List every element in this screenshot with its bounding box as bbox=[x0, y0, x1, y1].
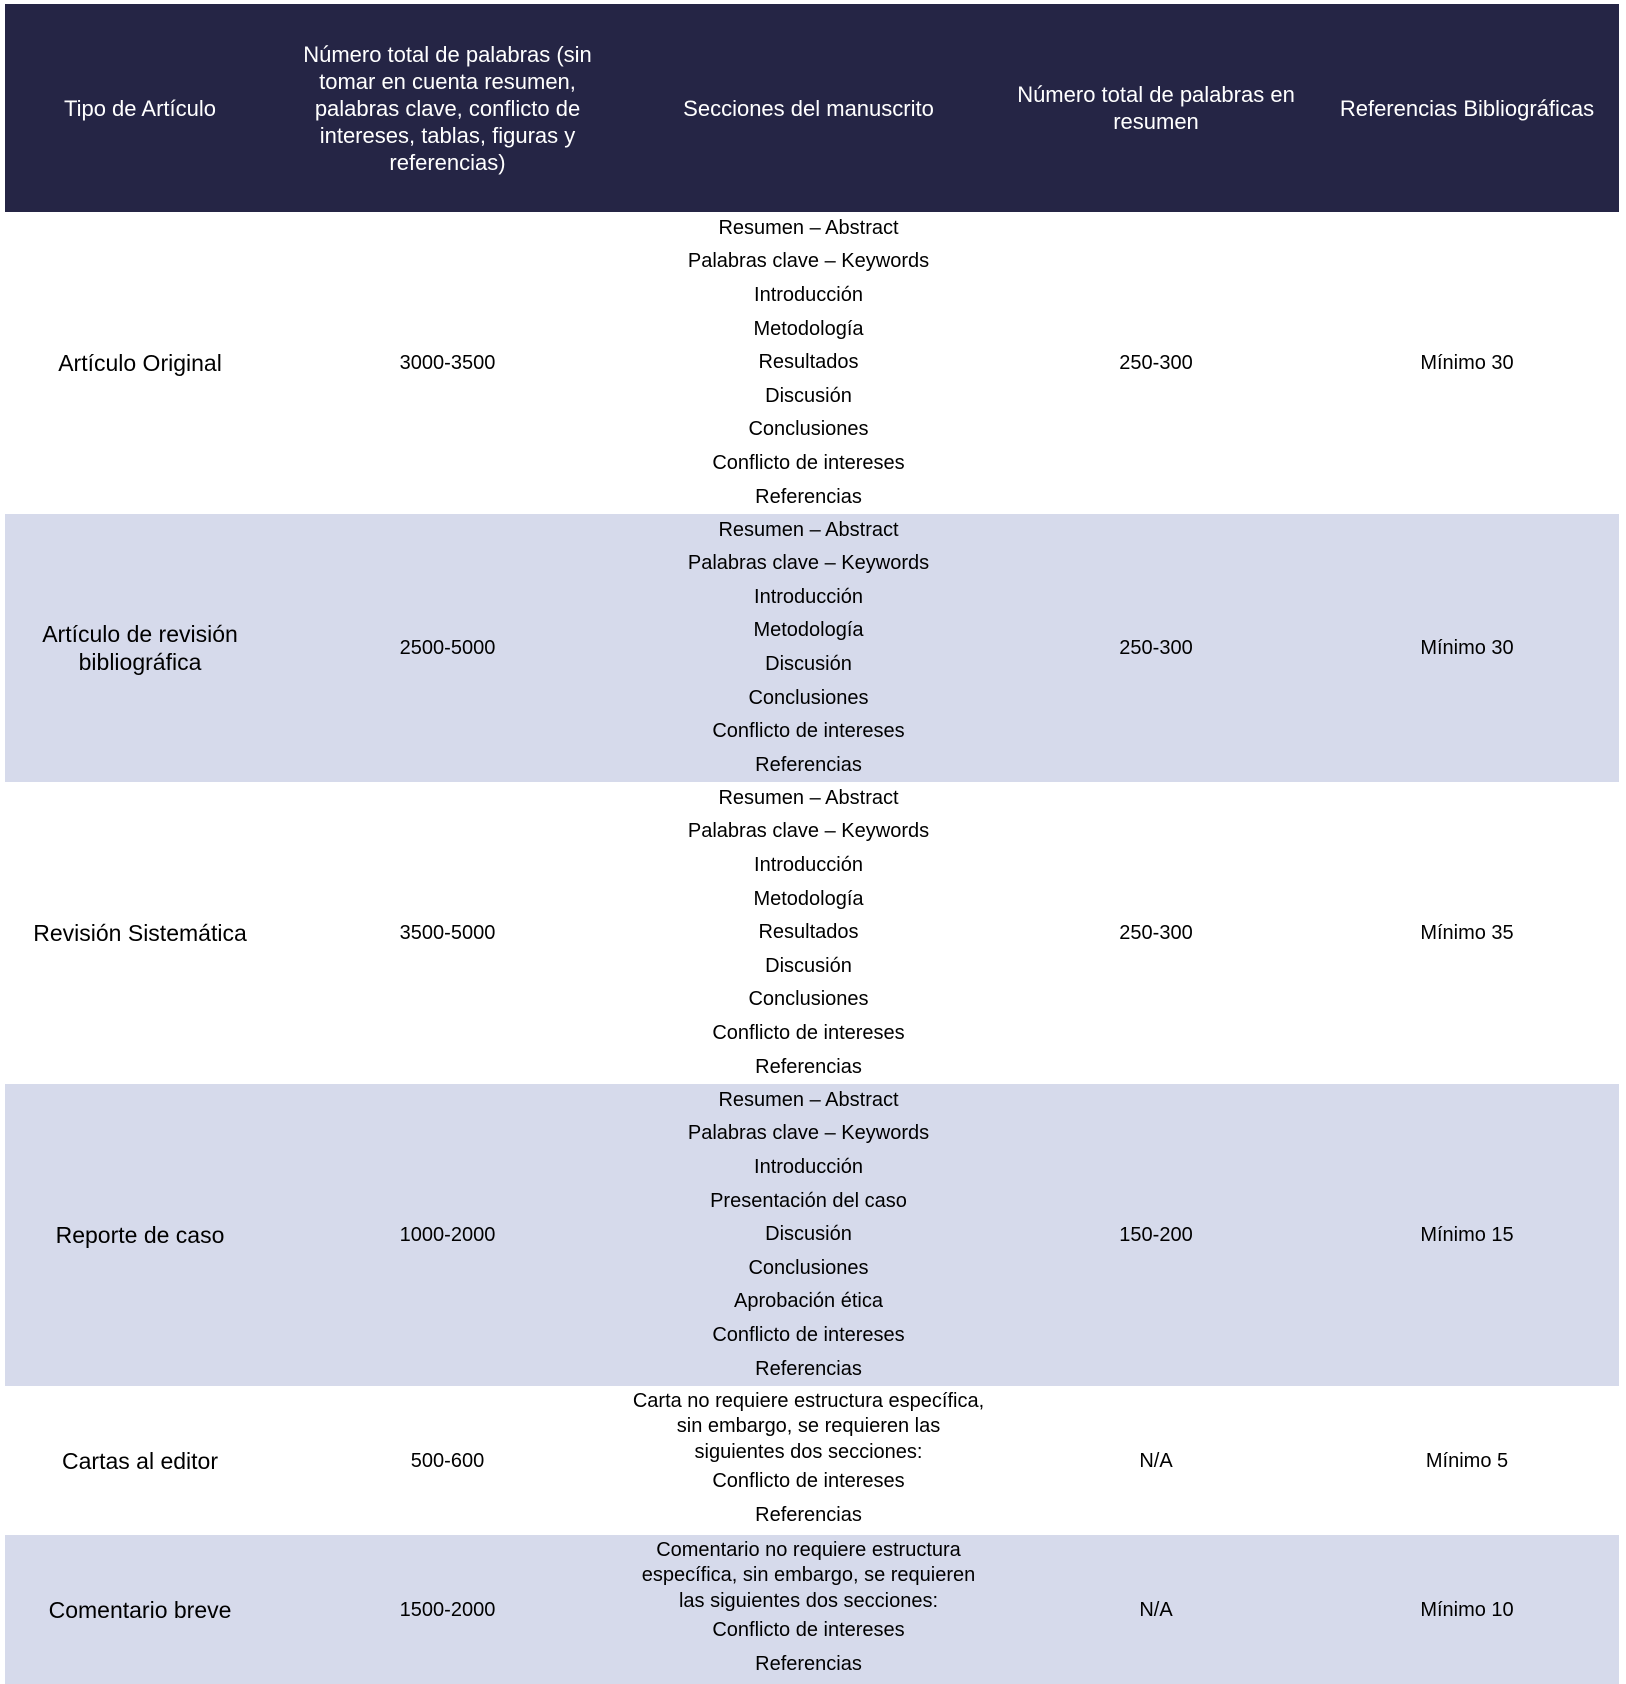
section-item: Conflicto de intereses bbox=[712, 720, 905, 743]
table-row-revision-bibliografica bbox=[5, 514, 1619, 782]
section-item: Resumen – Abstract bbox=[718, 518, 899, 541]
section-item: Palabras clave – Keywords bbox=[687, 552, 930, 575]
row-abstract-count: N/A bbox=[1139, 1598, 1173, 1621]
row-sections bbox=[620, 1386, 997, 1535]
row-type: Artículo de revisión bibliográfica bbox=[42, 621, 238, 675]
header-tipo: Tipo de Artículo bbox=[63, 95, 217, 121]
section-item: Resumen – Abstract bbox=[718, 786, 899, 809]
row-word-count: 3500-5000 bbox=[399, 922, 496, 944]
row-abstract-count: 150-200 bbox=[1119, 1224, 1193, 1246]
row-sections bbox=[620, 1535, 997, 1684]
row-references: Mínimo 30 bbox=[1420, 637, 1514, 659]
section-item: Introducción bbox=[754, 585, 863, 608]
row-word-count: 3000-3500 bbox=[399, 352, 496, 374]
row-type: Comentario breve bbox=[48, 1596, 232, 1623]
header-resumen: Número total de palabras en resumen bbox=[1017, 82, 1295, 134]
section-item: Metodología bbox=[753, 317, 864, 340]
sections-note: Carta no requiere estructura específica, sin embargo, se requieren las siguientes dos secciones: bbox=[632, 1389, 985, 1463]
row-word-count: 500-600 bbox=[410, 1449, 485, 1472]
header-secciones: Secciones del manuscrito bbox=[683, 95, 934, 121]
section-item: Introducción bbox=[754, 854, 863, 877]
section-item: Resumen – Abstract bbox=[718, 1088, 899, 1111]
row-abstract-count: 250-300 bbox=[1119, 637, 1193, 659]
header-palabras: Número total de palabras (sin tomar en cuenta resumen, palabras clave, conflicto de intereses, tablas, figuras y referencias) bbox=[303, 41, 592, 175]
row-word-count: 1000-2000 bbox=[399, 1224, 496, 1246]
row-sections bbox=[620, 782, 997, 1084]
row-abstract-count: 250-300 bbox=[1119, 352, 1193, 374]
section-item: Discusión bbox=[765, 653, 852, 675]
section-item: Discusión bbox=[765, 384, 852, 407]
section-item: Referencias bbox=[755, 1055, 862, 1078]
row-references: Mínimo 5 bbox=[1425, 1449, 1509, 1472]
row-abstract-count: 250-300 bbox=[1119, 922, 1193, 944]
row-references: Mínimo 10 bbox=[1420, 1598, 1514, 1621]
row-references: Mínimo 15 bbox=[1420, 1224, 1514, 1246]
section-item: Conflicto de intereses bbox=[712, 1323, 905, 1346]
section-item: Palabras clave – Keywords bbox=[687, 1122, 930, 1145]
table-header bbox=[5, 4, 1619, 212]
section-item: Discusión bbox=[765, 1223, 852, 1246]
section-item: Referencias bbox=[755, 1652, 862, 1675]
section-item: Referencias bbox=[755, 485, 862, 508]
row-sections bbox=[620, 212, 997, 514]
section-item: Conclusiones bbox=[748, 988, 869, 1011]
table-row-comentario-breve bbox=[5, 1535, 1619, 1684]
section-item: Conflicto de intereses bbox=[712, 1021, 905, 1044]
header-referencias: Referencias Bibliográficas bbox=[1339, 95, 1595, 121]
section-item: Conflicto de intereses bbox=[712, 451, 905, 474]
row-sections bbox=[620, 1084, 997, 1386]
row-type: Revisión Sistemática bbox=[33, 920, 247, 946]
section-item: Metodología bbox=[753, 887, 864, 910]
section-item: Conclusiones bbox=[748, 1256, 869, 1279]
section-item: Introducción bbox=[754, 284, 863, 307]
row-sections bbox=[620, 514, 997, 782]
row-word-count: 2500-5000 bbox=[399, 637, 496, 659]
section-item: Conclusiones bbox=[748, 418, 869, 441]
table-row-revision-sistematica bbox=[5, 782, 1619, 1084]
section-item: Presentación del caso bbox=[710, 1189, 907, 1212]
row-type: Cartas al editor bbox=[62, 1447, 218, 1474]
section-item: Conclusiones bbox=[748, 686, 869, 709]
section-item: Resultados bbox=[758, 351, 859, 374]
section-item: Resultados bbox=[758, 921, 859, 944]
section-item: Palabras clave – Keywords bbox=[687, 820, 930, 843]
section-item: Palabras clave – Keywords bbox=[687, 250, 930, 273]
row-abstract-count: N/A bbox=[1139, 1449, 1173, 1472]
table-row-reporte-de-caso bbox=[5, 1084, 1619, 1386]
section-item: Discusión bbox=[765, 954, 852, 977]
section-item: Introducción bbox=[754, 1156, 863, 1179]
row-word-count: 1500-2000 bbox=[399, 1598, 496, 1621]
section-item: Resumen – Abstract bbox=[718, 216, 899, 239]
row-references: Mínimo 30 bbox=[1420, 352, 1514, 374]
table-row-articulo-original bbox=[5, 212, 1619, 514]
row-type: Artículo Original bbox=[58, 350, 222, 376]
row-type: Reporte de caso bbox=[55, 1222, 225, 1248]
section-item: Referencias bbox=[755, 1503, 862, 1526]
section-item: Metodología bbox=[753, 619, 864, 642]
manuscript-requirements-table bbox=[5, 4, 1619, 1684]
section-item: Conflicto de intereses bbox=[712, 1470, 905, 1493]
sections-note: Comentario no requiere estructura específica, sin embargo, se requieren las siguientes dos secciones: bbox=[641, 1538, 976, 1612]
section-item: Aprobación ética bbox=[734, 1290, 883, 1313]
section-item: Referencias bbox=[755, 753, 862, 776]
section-item: Conflicto de intereses bbox=[712, 1619, 905, 1642]
table-row-cartas-al-editor bbox=[5, 1386, 1619, 1535]
row-references: Mínimo 35 bbox=[1420, 922, 1514, 944]
section-item: Referencias bbox=[755, 1357, 862, 1380]
